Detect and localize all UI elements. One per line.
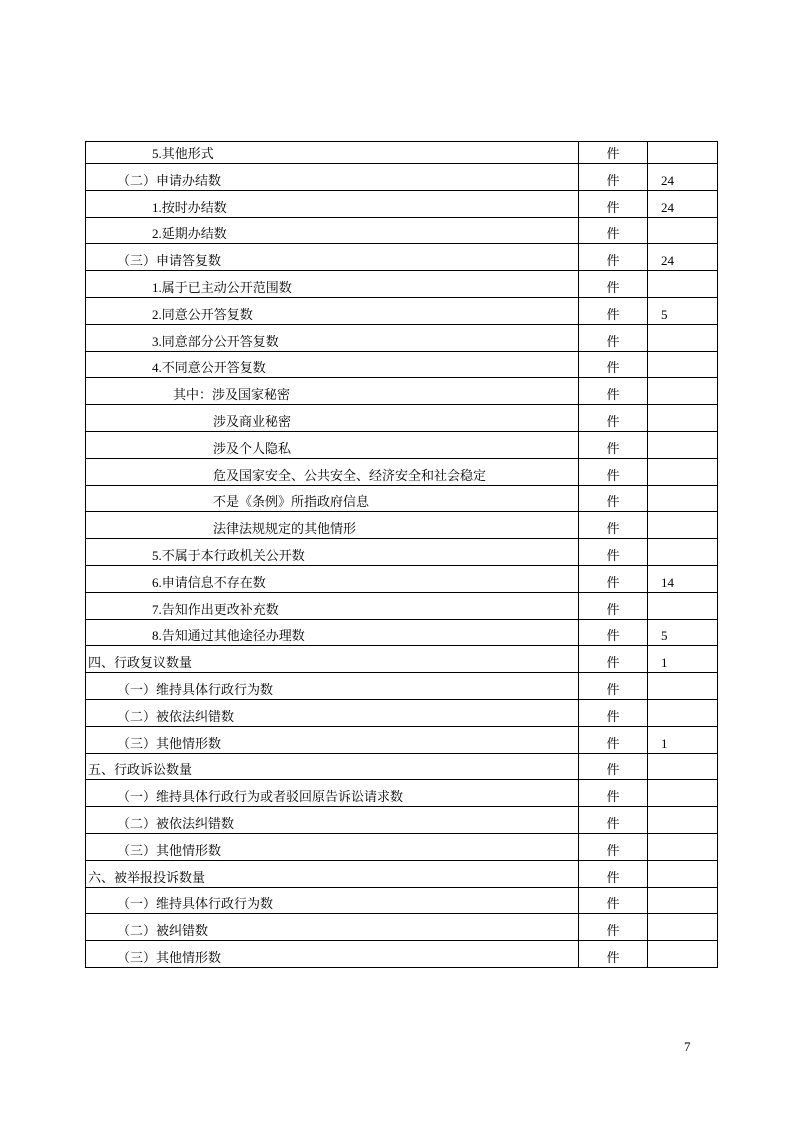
row-label-cell: （二）被依法纠错数	[86, 807, 579, 834]
table-row	[86, 378, 718, 405]
row-value-cell	[648, 217, 718, 244]
row-value-cell: 14	[648, 565, 718, 592]
row-value-cell	[648, 271, 718, 298]
row-unit-cell: 件	[579, 619, 648, 646]
table-row	[86, 833, 718, 860]
row-unit-cell: 件	[579, 539, 648, 566]
row-unit-cell: 件	[579, 726, 648, 753]
table-row	[86, 351, 718, 378]
row-label-cell: 其中：涉及国家秘密	[86, 378, 579, 405]
row-unit-cell: 件	[579, 565, 648, 592]
table-row	[86, 807, 718, 834]
row-label-cell: 5.其他形式	[86, 142, 579, 164]
row-label-cell: （三）其他情形数	[86, 726, 579, 753]
table-row	[86, 485, 718, 512]
row-unit-cell: 件	[579, 297, 648, 324]
table-row	[86, 565, 718, 592]
row-unit-cell: 件	[579, 753, 648, 780]
row-label-cell: （三）申请答复数	[86, 244, 579, 271]
row-unit-cell: 件	[579, 244, 648, 271]
row-label-cell: 不是《条例》所指政府信息	[86, 485, 579, 512]
row-value-cell: 5	[648, 619, 718, 646]
row-value-cell	[648, 512, 718, 539]
row-label-cell: 5.不属于本行政机关公开数	[86, 539, 579, 566]
row-unit-cell: 件	[579, 351, 648, 378]
row-value-cell	[648, 699, 718, 726]
table-row	[86, 699, 718, 726]
table-row	[86, 142, 718, 164]
row-value-cell	[648, 753, 718, 780]
row-unit-cell: 件	[579, 807, 648, 834]
table-row	[86, 458, 718, 485]
row-value-cell	[648, 431, 718, 458]
row-label-cell: （二）申请办结数	[86, 164, 579, 191]
row-label-cell: （三）其他情形数	[86, 941, 579, 968]
table-row	[86, 860, 718, 887]
row-value-cell	[648, 860, 718, 887]
row-unit-cell: 件	[579, 405, 648, 432]
row-unit-cell: 件	[579, 699, 648, 726]
row-value-cell: 24	[648, 190, 718, 217]
row-value-cell	[648, 458, 718, 485]
row-unit-cell: 件	[579, 190, 648, 217]
table-row	[86, 780, 718, 807]
row-unit-cell: 件	[579, 512, 648, 539]
row-value-cell: 24	[648, 244, 718, 271]
row-value-cell	[648, 941, 718, 968]
row-label-cell: 涉及商业秘密	[86, 405, 579, 432]
row-label-cell: 危及国家安全、公共安全、经济安全和社会稳定	[86, 458, 579, 485]
row-unit-cell: 件	[579, 217, 648, 244]
row-value-cell: 5	[648, 297, 718, 324]
row-label-cell: （一）维持具体行政行为数	[86, 673, 579, 700]
row-value-cell	[648, 405, 718, 432]
table-row	[86, 941, 718, 968]
table-row	[86, 592, 718, 619]
row-label-cell: 六、被举报投诉数量	[86, 860, 579, 887]
table-row	[86, 431, 718, 458]
table-row	[86, 726, 718, 753]
row-value-cell	[648, 592, 718, 619]
page-number: 7	[684, 1039, 691, 1054]
row-label-cell: 3.同意部分公开答复数	[86, 324, 579, 351]
row-label-cell: 1.属于已主动公开范围数	[86, 271, 579, 298]
row-value-cell	[648, 673, 718, 700]
table-row	[86, 164, 718, 191]
row-label-cell: 6.申请信息不存在数	[86, 565, 579, 592]
row-unit-cell: 件	[579, 914, 648, 941]
row-value-cell	[648, 539, 718, 566]
row-label-cell: 7.告知作出更改补充数	[86, 592, 579, 619]
table-row	[86, 271, 718, 298]
table-row	[86, 914, 718, 941]
row-value-cell	[648, 807, 718, 834]
row-unit-cell: 件	[579, 780, 648, 807]
row-value-cell: 24	[648, 164, 718, 191]
row-label-cell: 1.按时办结数	[86, 190, 579, 217]
row-value-cell	[648, 914, 718, 941]
row-unit-cell: 件	[579, 142, 648, 164]
row-label-cell: （二）被纠错数	[86, 914, 579, 941]
row-label-cell: 五、行政诉讼数量	[86, 753, 579, 780]
row-label-cell: 2.同意公开答复数	[86, 297, 579, 324]
row-label-cell: （一）维持具体行政行为或者驳回原告诉讼请求数	[86, 780, 579, 807]
row-value-cell	[648, 485, 718, 512]
row-label-cell: 涉及个人隐私	[86, 431, 579, 458]
row-unit-cell: 件	[579, 941, 648, 968]
row-label-cell: 4.不同意公开答复数	[86, 351, 579, 378]
row-label-cell: 四、行政复议数量	[86, 646, 579, 673]
table-row	[86, 753, 718, 780]
statistics-table	[85, 141, 718, 968]
table-row	[86, 297, 718, 324]
row-label-cell: 法律法规规定的其他情形	[86, 512, 579, 539]
table-body	[86, 142, 718, 968]
row-value-cell	[648, 833, 718, 860]
row-value-cell	[648, 142, 718, 164]
table-row	[86, 190, 718, 217]
row-value-cell	[648, 324, 718, 351]
row-unit-cell: 件	[579, 458, 648, 485]
row-unit-cell: 件	[579, 860, 648, 887]
row-unit-cell: 件	[579, 271, 648, 298]
table-row	[86, 217, 718, 244]
row-unit-cell: 件	[579, 378, 648, 405]
row-value-cell	[648, 378, 718, 405]
row-unit-cell: 件	[579, 646, 648, 673]
row-unit-cell: 件	[579, 833, 648, 860]
table-row	[86, 405, 718, 432]
table-row	[86, 887, 718, 914]
row-value-cell	[648, 780, 718, 807]
table-row	[86, 539, 718, 566]
row-unit-cell: 件	[579, 673, 648, 700]
row-unit-cell: 件	[579, 431, 648, 458]
table-row	[86, 512, 718, 539]
row-value-cell	[648, 887, 718, 914]
table-row	[86, 324, 718, 351]
table-row	[86, 619, 718, 646]
row-label-cell: 8.告知通过其他途径办理数	[86, 619, 579, 646]
row-unit-cell: 件	[579, 485, 648, 512]
row-label-cell: （一）维持具体行政行为数	[86, 887, 579, 914]
row-value-cell: 1	[648, 726, 718, 753]
row-label-cell: （二）被依法纠错数	[86, 699, 579, 726]
row-unit-cell: 件	[579, 887, 648, 914]
row-value-cell	[648, 351, 718, 378]
table-row	[86, 646, 718, 673]
row-label-cell: （三）其他情形数	[86, 833, 579, 860]
table-row	[86, 673, 718, 700]
row-label-cell: 2.延期办结数	[86, 217, 579, 244]
row-value-cell: 1	[648, 646, 718, 673]
row-unit-cell: 件	[579, 324, 648, 351]
row-unit-cell: 件	[579, 592, 648, 619]
row-unit-cell: 件	[579, 164, 648, 191]
table-row	[86, 244, 718, 271]
